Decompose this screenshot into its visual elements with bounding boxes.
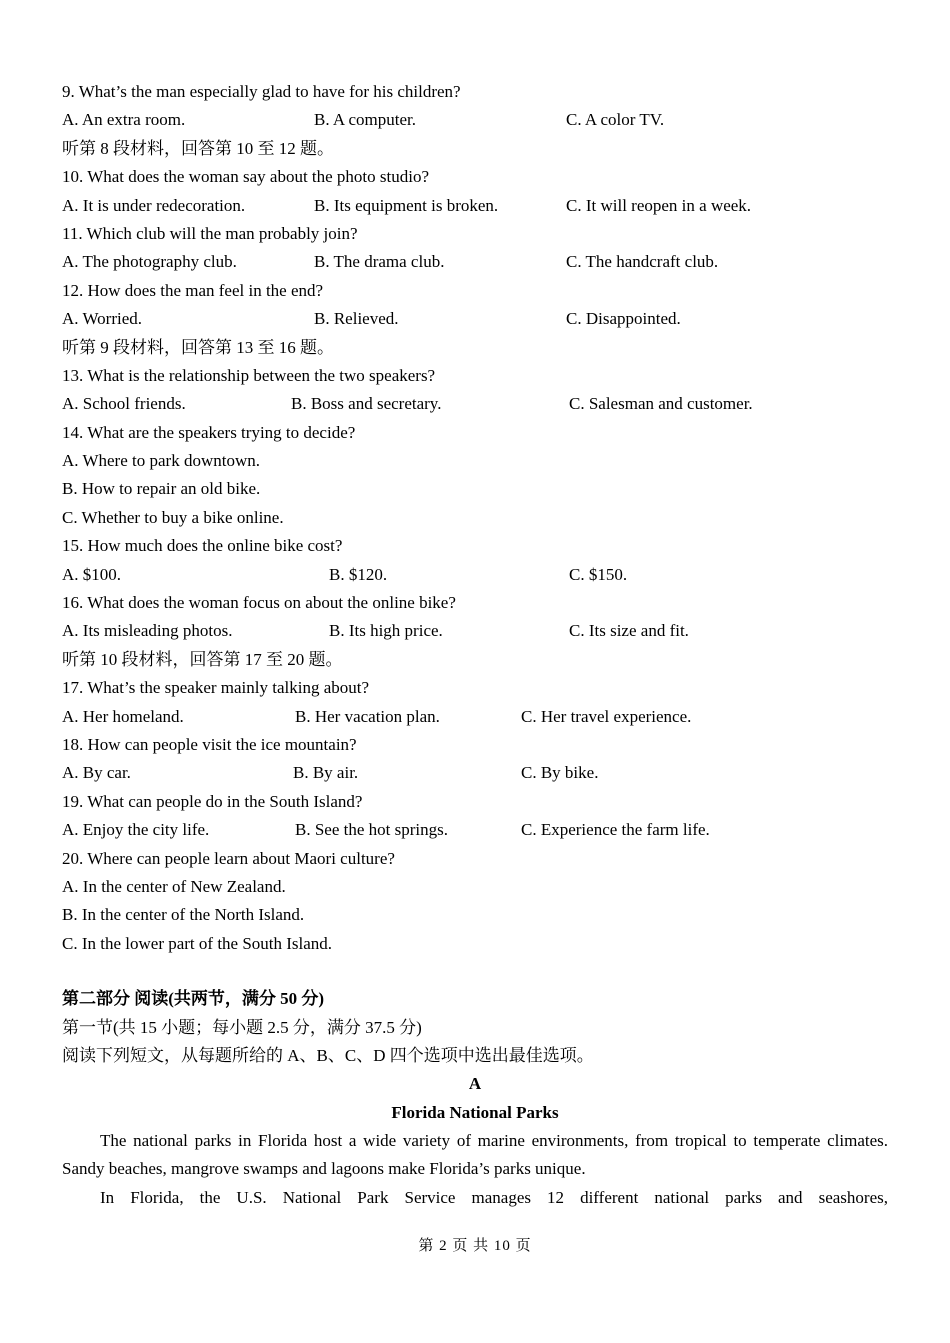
option-b: B. See the hot springs. — [295, 820, 448, 840]
option-b: B. A computer. — [314, 110, 416, 130]
question-10-stem: 10. What does the woman say about the photo studio? — [62, 167, 430, 187]
option-a: A. It is under redecoration. — [62, 195, 246, 215]
option-b: B. Its equipment is broken. — [314, 195, 499, 215]
question-13-stem: 13. What is the relationship between the two speakers? — [62, 365, 436, 385]
option-b: B. By air. — [293, 763, 359, 783]
segment-10-instruction: 听第 10 段材料，回答第 17 至 20 题。 — [62, 649, 343, 669]
option-a: A. Worried. — [62, 309, 142, 329]
question-12-options — [62, 305, 888, 333]
question-11-options — [62, 248, 888, 276]
question-12-stem: 12. How does the man feel in the end? — [62, 280, 324, 300]
option-b: B. Boss and secretary. — [291, 394, 442, 414]
question-9-stem: 9. What’s the man especially glad to have for his children? — [62, 82, 461, 101]
section-1-heading: 第一节(共 15 小题；每小题 2.5 分，满分 37.5 分) — [62, 1017, 422, 1037]
reading-instruction: 阅读下列短文，从每题所给的 A、B、C、D 四个选项中选出最佳选项。 — [62, 1045, 594, 1065]
question-9-options — [62, 106, 888, 134]
question-19-options — [62, 816, 888, 844]
option-c: C. $150. — [569, 564, 628, 584]
question-15-stem: 15. How much does the online bike cost? — [62, 536, 343, 556]
option-c: C. A color TV. — [566, 110, 665, 130]
question-16-stem: 16. What does the woman focus on about the online bike? — [62, 593, 456, 613]
question-19-stem: 19. What can people do in the South Island? — [62, 791, 363, 811]
option-c: C. Salesman and customer. — [569, 394, 753, 414]
option-c: C. It will reopen in a week. — [566, 195, 752, 215]
passage-letter: A — [468, 1074, 482, 1094]
option-a: A. The photography club. — [62, 252, 237, 272]
passage-paragraph-1: The national parks in Florida host a wide variety of marine environments, from tropical to temperate climates. Sandy beaches, mangrove swamps and lagoons make Florida’s parks unique. — [62, 1131, 888, 1179]
option-c: C. Experience the farm life. — [521, 820, 710, 840]
question-11-stem: 11. Which club will the man probably join? — [62, 223, 358, 243]
segment-9-instruction: 听第 9 段材料，回答第 13 至 16 题。 — [62, 337, 334, 357]
option-b: B. Her vacation plan. — [295, 706, 440, 726]
option-a: A. School friends. — [62, 394, 186, 414]
option-c: C. By bike. — [521, 763, 599, 783]
option-a: A. By car. — [62, 763, 131, 783]
question-10-options — [62, 192, 888, 220]
option-b: B. Relieved. — [314, 309, 399, 329]
question-20-option-b: B. In the center of the North Island. — [62, 905, 305, 925]
page-footer: 第 2 页 共 10 页 — [418, 1238, 532, 1254]
option-c: C. Its size and fit. — [569, 621, 689, 641]
question-17-stem: 17. What’s the speaker mainly talking about? — [62, 678, 370, 698]
question-15-options — [62, 561, 888, 589]
option-a: A. Its misleading photos. — [62, 621, 233, 641]
question-16-options — [62, 617, 888, 645]
question-13-options — [62, 390, 888, 418]
option-b: B. $120. — [329, 564, 388, 584]
segment-8-instruction: 听第 8 段材料，回答第 10 至 12 题。 — [62, 138, 334, 158]
section-spacer — [62, 958, 888, 985]
option-a: A. $100. — [62, 564, 122, 584]
passage-paragraph-2: In Florida, the U.S. National Park Service manages 12 different national parks and seashores, — [100, 1187, 888, 1207]
option-b: B. The drama club. — [314, 252, 445, 272]
option-b: B. Its high price. — [329, 621, 443, 641]
question-18-options — [62, 759, 888, 787]
option-c: C. Her travel experience. — [521, 706, 692, 726]
question-14-option-a: A. Where to park downtown. — [62, 451, 260, 471]
question-20-stem: 20. Where can people learn about Maori culture? — [62, 848, 395, 868]
option-c: C. Disappointed. — [566, 309, 681, 329]
option-a: A. Her homeland. — [62, 706, 184, 726]
question-20-option-c: C. In the lower part of the South Island. — [62, 933, 333, 953]
question-14-stem: 14. What are the speakers trying to decide? — [62, 422, 356, 442]
question-20-option-a: A. In the center of New Zealand. — [62, 876, 286, 896]
option-c: C. The handcraft club. — [566, 252, 719, 272]
option-a: A. Enjoy the city life. — [62, 820, 210, 840]
question-18-stem: 18. How can people visit the ice mountain? — [62, 734, 357, 754]
question-14-option-c: C. Whether to buy a bike online. — [62, 507, 284, 527]
question-17-options — [62, 703, 888, 731]
question-14-option-b: B. How to repair an old bike. — [62, 479, 261, 499]
option-a: A. An extra room. — [62, 110, 186, 130]
exam-page — [62, 78, 888, 1212]
part-2-title: 第二部分 阅读(共两节，满分 50 分) — [62, 989, 325, 1009]
passage-title: Florida National Parks — [391, 1102, 559, 1122]
